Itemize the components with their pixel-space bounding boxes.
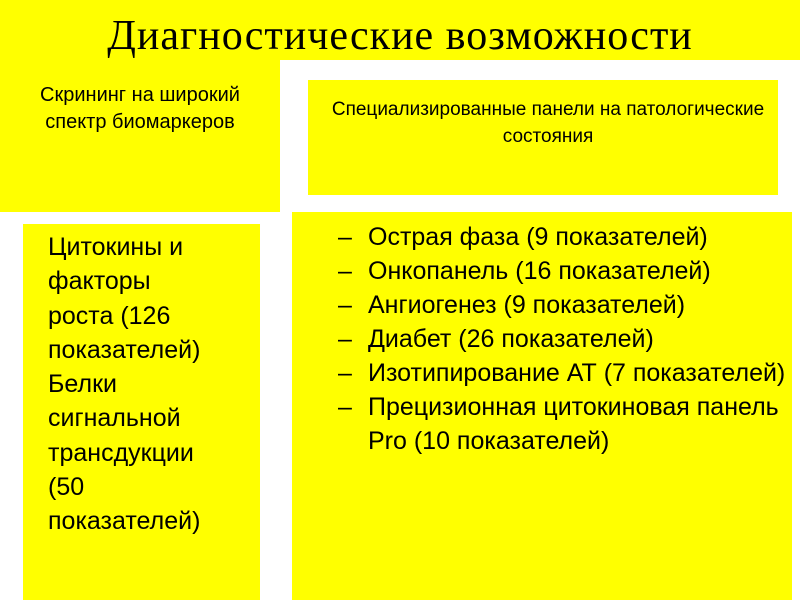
cytokines-line: показателей) (48, 507, 201, 536)
cytokines-line: сигнальной (48, 404, 181, 433)
list-item (338, 220, 788, 254)
panels-list (338, 220, 788, 458)
cytokines-box (23, 224, 260, 600)
dash-bullet: – (338, 359, 352, 387)
list-item (338, 356, 788, 390)
panels-list-box (292, 212, 792, 600)
dash-bullet: – (338, 257, 352, 285)
cytokines-line: Белки (48, 370, 117, 399)
panels-box (308, 80, 778, 195)
list-item-text: Изотипирование АТ (7 показателей) (368, 359, 786, 387)
cytokines-line: факторы (48, 267, 151, 296)
dash-bullet: – (338, 393, 352, 421)
list-item-text: Диабет (26 показателей) (368, 325, 654, 353)
dash-bullet: – (338, 325, 352, 353)
list-item-text: Онкопанель (16 показателей) (368, 257, 711, 285)
page-title: Диагностические возможности (107, 13, 693, 59)
dash-bullet: – (338, 223, 352, 251)
list-item (338, 322, 788, 356)
screening-text: Скрининг на широкий спектр биомаркеров (40, 84, 240, 133)
list-item (338, 254, 788, 288)
list-item (338, 288, 788, 322)
screening-box (0, 62, 278, 212)
cytokines-line: (50 (48, 473, 85, 502)
list-item (338, 390, 788, 458)
cytokines-line: Цитокины и (48, 233, 184, 261)
list-item-text: Острая фаза (9 показателей) (368, 223, 708, 251)
list-item-text: Ангиогенез (9 показателей) (368, 291, 686, 319)
list-item-text: Прецизионная цитокиновая панель Pro (10 показателей) (368, 393, 779, 455)
cytokines-line: роста (126 (48, 301, 171, 330)
cytokines-text (48, 230, 258, 539)
dash-bullet: – (338, 291, 352, 319)
panels-text: Специализированные панели на патологические состояния (331, 99, 765, 147)
cytokines-line: показателей) (48, 335, 201, 364)
cytokines-line: трансдукции (48, 438, 194, 467)
